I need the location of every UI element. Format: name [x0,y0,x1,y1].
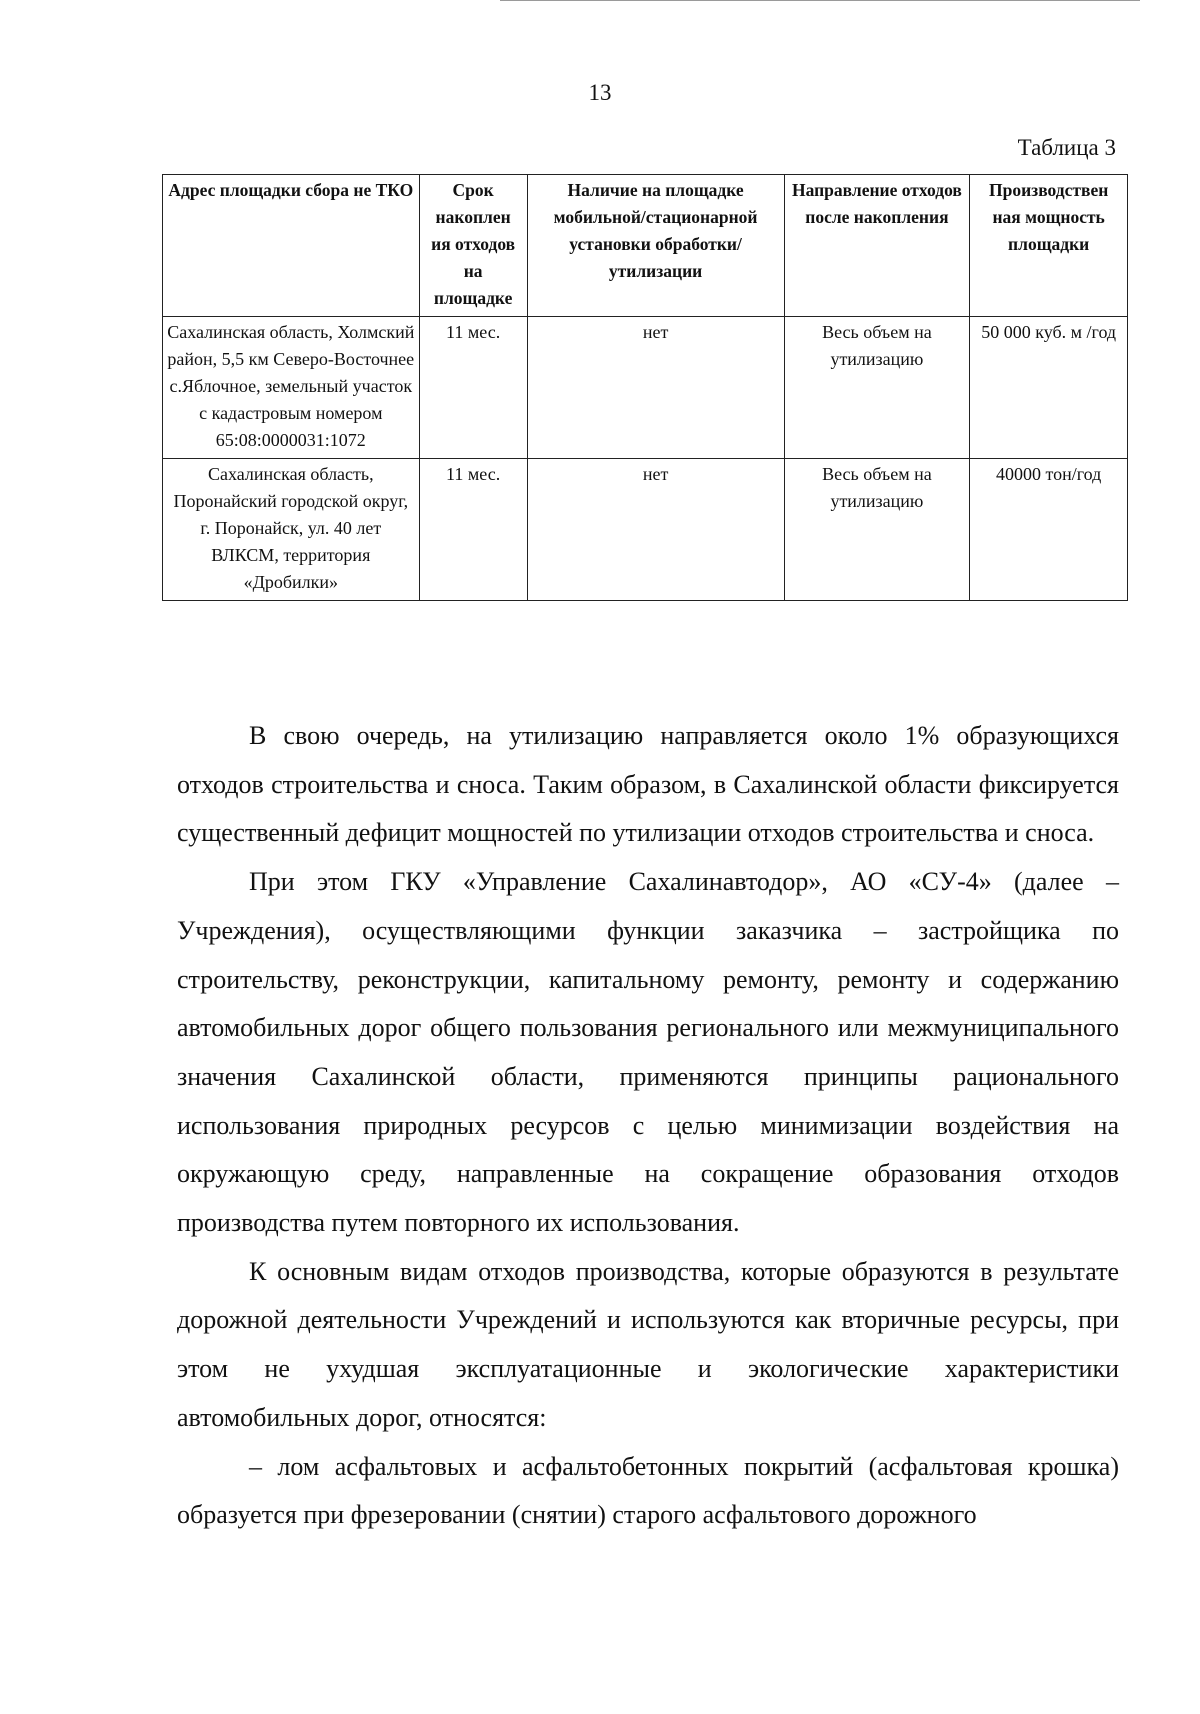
cell-storage-period: 11 мес. [419,459,527,601]
page-number: 13 [588,80,612,105]
body-text [177,712,1119,1540]
paragraph: В свою очередь, на утилизацию направляется около 1% образующихся отходов строительства и сноса. Таким образом, в Сахалинской области фиксируется существенный дефицит мощностей по утилизации отходов строительства и сноса. [177,721,1119,848]
header-processing-unit: Наличие на площадке мобильной/стационарной установки обработки/утилизации [527,175,784,317]
waste-sites-table [162,174,1128,601]
table-row [163,317,1128,459]
cell-capacity: 40000 тон/год [970,459,1128,601]
header-address: Адрес площадки сбора не ТКО [163,175,420,317]
header-waste-direction: Направление отходов после накопления [784,175,970,317]
paragraph: При этом ГКУ «Управление Сахалинавтодор», АО «СУ-4» (далее – Учреждения), осуществляющими функции заказчика – застройщика по строительству, реконструкции, капитальному ремонту, ремонту и содержанию автомобильных дорог общего пользования регионального или межмуниципального значения Сахалинской области, применяются принципы рационального использования природных ресурсов с целью минимизации воздействия на окружающую среду, направленные на сокращение образования отходов производства путем повторного их использования. [177,867,1119,1238]
paragraph: К основным видам отходов производства, которые образуются в результате дорожной деятельности Учреждений и используются как вторичные ресурсы, при этом не ухудшая эксплуатационные и экологические характеристики автомобильных дорог, относятся: [177,1256,1119,1432]
cell-waste-direction: Весь объем на утилизацию [784,317,970,459]
cell-processing-unit: нет [527,459,784,601]
scan-edge-line [500,0,1140,1]
table-caption: Таблица 3 [1017,135,1116,160]
header-storage-period: Срок накоплен ия отходов на площадке [419,175,527,317]
cell-capacity: 50 000 куб. м /год [970,317,1128,459]
table-header-row [163,175,1128,317]
cell-processing-unit: нет [527,317,784,459]
cell-storage-period: 11 мес. [419,317,527,459]
cell-waste-direction: Весь объем на утилизацию [784,459,970,601]
cell-address: Сахалинская область, Поронайский городской округ, г. Поронайск, ул. 40 лет ВЛКСМ, территория «Дробилки» [163,459,420,601]
paragraph: – лом асфальтовых и асфальтобетонных покрытий (асфальтовая крошка) образуется при фрезеровании (снятии) старого асфальтового дорожного [177,1451,1119,1530]
header-capacity: Производствен ная мощность площадки [970,175,1128,317]
table-row [163,459,1128,601]
cell-address: Сахалинская область, Холмский район, 5,5 км Северо-Восточнее с.Яблочное, земельный участок с кадастровым номером 65:08:0000031:1072 [163,317,420,459]
